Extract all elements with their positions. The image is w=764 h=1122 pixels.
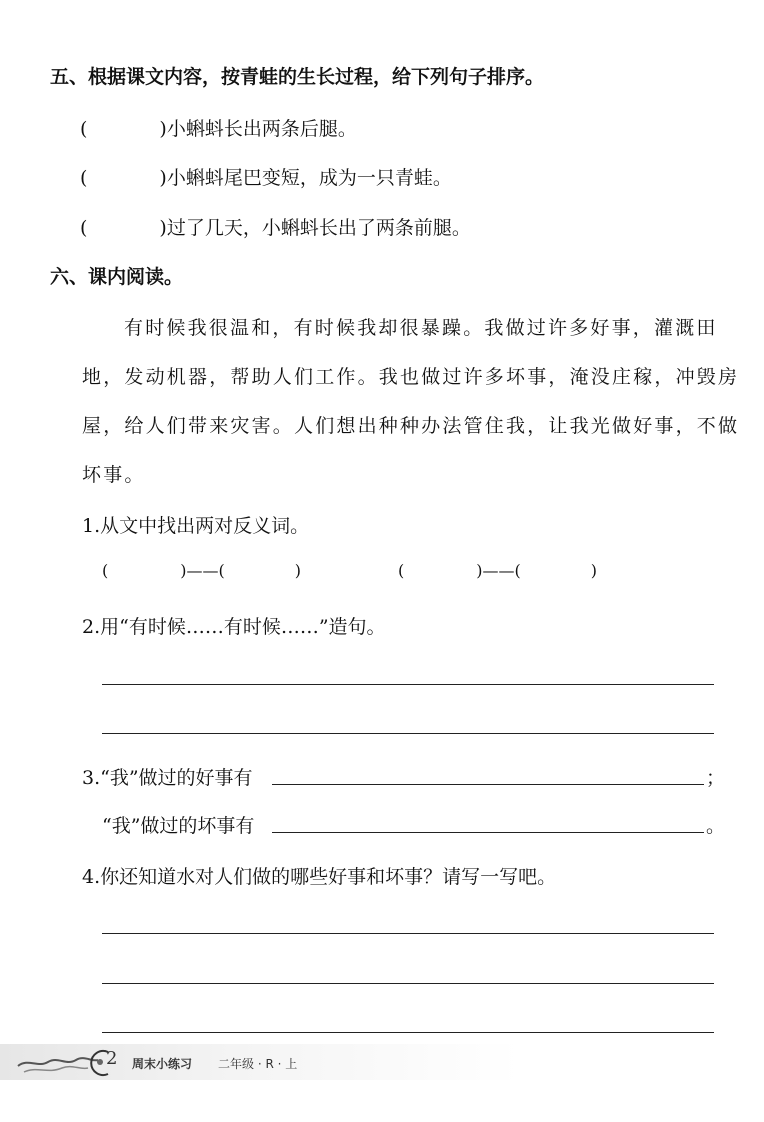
antonym-pair-1 — [102, 561, 301, 580]
page-number: 2 — [106, 1048, 118, 1069]
paren-close: ) — [180, 561, 187, 580]
paren-open: ( — [80, 217, 88, 239]
answer-line[interactable] — [102, 983, 714, 984]
question-1: 1.从文中找出两对反义词。 — [82, 515, 310, 537]
question-2: 2.用“有时候……有时候……”造句。 — [82, 616, 386, 638]
passage-line-1: 有时候我很温和，有时候我却很暴躁。我做过许多好事，灌溉田 — [124, 317, 718, 339]
paren-close: ) — [590, 561, 597, 580]
paren-open: ( — [80, 118, 88, 140]
answer-line[interactable] — [102, 933, 714, 934]
grade-label: 二年级 · R · 上 — [218, 1057, 298, 1071]
item-text: 小蝌蚪长出两条后腿。 — [166, 118, 357, 140]
question-3-good-label: 3.“我”做过的好事有 — [82, 767, 253, 789]
paren-open: ( — [514, 561, 521, 580]
item-text: 小蝌蚪尾巴变短，成为一只青蛙。 — [166, 167, 452, 189]
ordering-item-1 — [80, 114, 357, 141]
passage-line-4: 坏事。 — [82, 464, 146, 486]
answer-line[interactable] — [102, 733, 714, 734]
answer-line[interactable] — [272, 832, 704, 833]
paren-close: ) — [159, 217, 167, 239]
paren-close: ) — [476, 561, 483, 580]
ordering-item-2 — [80, 163, 452, 190]
paren-close: ) — [294, 561, 301, 580]
section-5-heading: 五、根据课文内容，按青蛙的生长过程，给下列句子排序。 — [50, 66, 545, 88]
dash: —— — [482, 561, 515, 580]
paren-open: ( — [398, 561, 405, 580]
dash: —— — [186, 561, 219, 580]
paren-close: ) — [159, 118, 167, 140]
antonym-pair-2 — [398, 561, 597, 580]
section-6-heading: 六、课内阅读。 — [50, 266, 184, 288]
answer-line[interactable] — [102, 1032, 714, 1033]
question-3-line2-end: 。 — [706, 815, 726, 837]
paren-close: ) — [159, 167, 167, 189]
book-title: 周末小练习 — [132, 1057, 193, 1071]
paren-open: ( — [80, 167, 88, 189]
ordering-item-3 — [80, 213, 471, 240]
question-3-bad-label: “我”做过的坏事有 — [102, 815, 255, 837]
question-3-line1-end: ； — [706, 767, 726, 789]
answer-line[interactable] — [272, 784, 704, 785]
paren-open: ( — [218, 561, 225, 580]
passage-line-3: 屋，给人们带来灾害。人们想出种种办法管住我，让我光做好事，不做 — [82, 415, 740, 437]
paren-open: ( — [102, 561, 109, 580]
item-text: 过了几天，小蝌蚪长出了两条前腿。 — [166, 217, 471, 239]
passage-line-2: 地，发动机器，帮助人们工作。我也做过许多坏事，淹没庄稼，冲毁房 — [82, 366, 740, 388]
question-4: 4.你还知道水对人们做的哪些好事和坏事？请写一写吧。 — [82, 866, 557, 888]
answer-line[interactable] — [102, 684, 714, 685]
